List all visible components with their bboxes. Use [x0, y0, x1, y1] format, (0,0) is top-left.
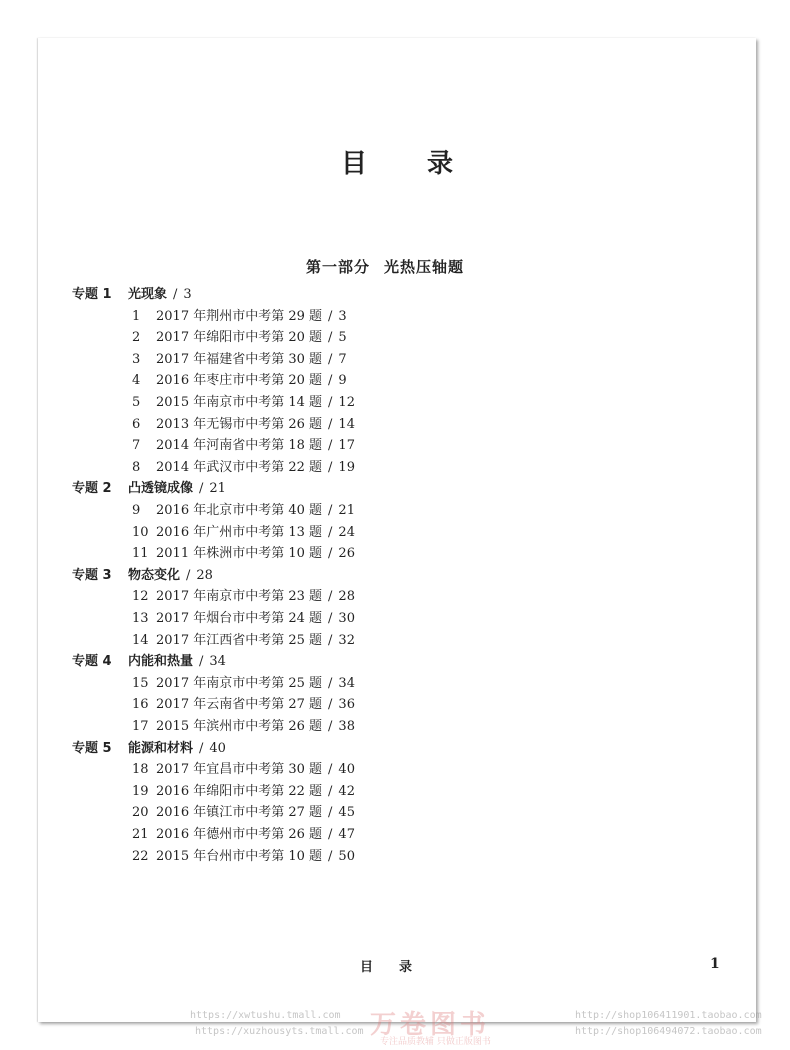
- topic-name: 物态变化: [128, 567, 181, 583]
- separator-slash: /: [328, 503, 333, 518]
- footer-char-1: 目: [360, 960, 374, 975]
- toc-item: [132, 501, 355, 521]
- item-page: 30: [338, 611, 355, 626]
- item-number: 5: [132, 395, 141, 410]
- topic-page: 40: [209, 740, 226, 756]
- item-text: 2017 年荆州市中考第 29 题: [156, 308, 323, 324]
- topic-label: 专题 1: [72, 287, 112, 302]
- separator-slash: /: [328, 611, 333, 626]
- item-page: 26: [338, 546, 355, 562]
- watermark-logo: 万卷图书: [370, 1010, 491, 1040]
- watermark-url-right-2: http://shop106494072.taobao.com: [575, 1026, 762, 1037]
- item-page: 5: [338, 330, 347, 346]
- toc-item: [132, 695, 355, 715]
- topic-name: 能源和材料: [128, 740, 194, 756]
- topic-label: 专题 4: [72, 654, 112, 670]
- item-text: 2015 年南京市中考第 14 题: [156, 395, 323, 410]
- topic-heading: [72, 566, 213, 586]
- separator-slash: /: [328, 719, 333, 734]
- separator-slash: /: [173, 287, 178, 302]
- item-number: 7: [132, 438, 141, 454]
- item-number: 6: [132, 416, 141, 432]
- item-text: 2017 年南京市中考第 25 题: [156, 675, 323, 691]
- item-text: 2017 年烟台市中考第 24 题: [156, 611, 323, 626]
- item-text: 2015 年台州市中考第 10 题: [156, 848, 323, 864]
- toc-item: [132, 760, 355, 780]
- item-text: 2016 年枣庄市中考第 20 题: [156, 373, 323, 389]
- topic-name: 内能和热量: [128, 654, 194, 670]
- item-page: 47: [338, 827, 355, 842]
- toc-item: [132, 328, 347, 348]
- item-text: 2017 年云南省中考第 27 题: [156, 697, 323, 713]
- toc-item: [132, 674, 355, 694]
- toc-item: [132, 717, 355, 737]
- item-text: 2016 年广州市中考第 13 题: [156, 524, 323, 540]
- item-number: 20: [132, 805, 149, 821]
- item-number: 1: [132, 308, 141, 324]
- toc-item: [132, 587, 355, 607]
- toc-item: [132, 609, 355, 629]
- item-number: 11: [132, 546, 149, 562]
- item-page: 19: [338, 459, 355, 475]
- separator-slash: /: [328, 546, 333, 562]
- footer-label: [360, 956, 438, 975]
- watermark-url-left-1: https://xwtushu.tmall.com: [190, 1010, 341, 1021]
- separator-slash: /: [328, 459, 333, 475]
- item-number: 8: [132, 459, 141, 475]
- toc-item: [132, 307, 347, 327]
- item-page: 3: [338, 308, 347, 324]
- toc-item: [132, 847, 355, 867]
- toc-item: [132, 544, 355, 564]
- separator-slash: /: [328, 330, 333, 346]
- part-heading: [306, 256, 464, 277]
- page-title: [38, 143, 756, 180]
- separator-slash: /: [186, 567, 191, 583]
- toc-item: [132, 415, 355, 435]
- topic-name: 凸透镜成像: [128, 481, 194, 497]
- topic-label: 专题 2: [72, 481, 112, 497]
- item-number: 19: [132, 783, 149, 799]
- title-char-2: 录: [427, 149, 454, 179]
- item-text: 2017 年南京市中考第 23 题: [156, 589, 323, 605]
- item-page: 24: [338, 524, 355, 540]
- topic-label: 专题 5: [72, 740, 112, 756]
- item-text: 2011 年株洲市中考第 10 题: [156, 546, 323, 562]
- topic-page: 21: [209, 481, 226, 497]
- separator-slash: /: [328, 589, 333, 605]
- toc-item: [132, 825, 355, 845]
- separator-slash: /: [328, 848, 333, 864]
- separator-slash: /: [328, 395, 333, 410]
- item-number: 22: [132, 848, 149, 864]
- item-page: 17: [338, 438, 355, 454]
- separator-slash: /: [328, 308, 333, 324]
- part-name: 光热压轴题: [384, 258, 465, 276]
- separator-slash: /: [328, 697, 333, 713]
- item-page: 45: [338, 805, 355, 821]
- toc-item: [132, 782, 355, 802]
- item-page: 28: [338, 589, 355, 605]
- item-page: 12: [338, 395, 355, 410]
- title-char-1: 目: [340, 149, 367, 179]
- item-text: 2016 年绵阳市中考第 22 题: [156, 783, 323, 799]
- item-number: 13: [132, 611, 149, 626]
- topic-page: 28: [196, 567, 213, 583]
- item-number: 3: [132, 351, 141, 367]
- separator-slash: /: [328, 783, 333, 799]
- item-text: 2017 年福建省中考第 30 题: [156, 351, 323, 367]
- item-number: 18: [132, 762, 149, 778]
- separator-slash: /: [328, 675, 333, 691]
- footer-char-2: 录: [399, 960, 413, 975]
- item-text: 2014 年河南省中考第 18 题: [156, 438, 323, 454]
- toc-item: [132, 458, 355, 478]
- watermark-slogan: 专注品质教辅 只做正版图书: [380, 1037, 491, 1047]
- item-text: 2013 年无锡市中考第 26 题: [156, 416, 323, 432]
- item-text: 2015 年滨州市中考第 26 题: [156, 719, 323, 734]
- topic-heading: [72, 652, 226, 672]
- item-page: 38: [338, 719, 355, 734]
- item-number: 12: [132, 589, 149, 605]
- toc-item: [132, 436, 355, 456]
- item-text: 2017 年宜昌市中考第 30 题: [156, 762, 323, 778]
- item-page: 40: [338, 762, 355, 778]
- topic-heading: [72, 479, 226, 499]
- item-text: 2016 年镇江市中考第 27 题: [156, 805, 323, 821]
- item-text: 2016 年德州市中考第 26 题: [156, 827, 323, 842]
- item-number: 16: [132, 697, 149, 713]
- item-page: 42: [338, 783, 355, 799]
- separator-slash: /: [199, 740, 204, 756]
- toc-item: [132, 393, 355, 413]
- item-number: 2: [132, 330, 141, 346]
- separator-slash: /: [199, 481, 204, 497]
- toc-item: [132, 631, 355, 651]
- watermark-url-left-2: https://xuzhousyts.tmall.com: [195, 1026, 364, 1037]
- topic-heading: [72, 285, 192, 305]
- separator-slash: /: [199, 654, 204, 670]
- item-number: 9: [132, 503, 141, 518]
- separator-slash: /: [328, 351, 333, 367]
- watermark-url-right-1: http://shop106411901.taobao.com: [575, 1010, 762, 1021]
- item-page: 9: [338, 373, 347, 389]
- item-page: 50: [338, 848, 355, 864]
- separator-slash: /: [328, 827, 333, 842]
- item-page: 34: [338, 675, 355, 691]
- separator-slash: /: [328, 524, 333, 540]
- toc-item: [132, 350, 347, 370]
- toc-item: [132, 523, 355, 543]
- topic-heading: [72, 739, 226, 759]
- document-page: [38, 38, 756, 1022]
- item-number: 10: [132, 524, 149, 540]
- item-number: 21: [132, 827, 149, 842]
- separator-slash: /: [328, 805, 333, 821]
- item-text: 2014 年武汉市中考第 22 题: [156, 459, 323, 475]
- separator-slash: /: [328, 438, 333, 454]
- item-text: 2017 年绵阳市中考第 20 题: [156, 330, 323, 346]
- item-number: 17: [132, 719, 149, 734]
- part-label: 第一部分: [306, 258, 371, 276]
- item-text: 2016 年北京市中考第 40 题: [156, 503, 323, 518]
- item-number: 4: [132, 373, 141, 389]
- item-page: 32: [338, 632, 355, 648]
- item-page: 36: [338, 697, 355, 713]
- item-number: 15: [132, 675, 149, 691]
- toc-item: [132, 803, 355, 823]
- toc-item: [132, 371, 347, 391]
- item-page: 14: [338, 416, 355, 432]
- separator-slash: /: [328, 416, 333, 432]
- separator-slash: /: [328, 632, 333, 648]
- separator-slash: /: [328, 373, 333, 389]
- item-number: 14: [132, 632, 149, 648]
- topic-page: 3: [183, 287, 192, 302]
- topic-label: 专题 3: [72, 567, 112, 583]
- topic-name: 光现象: [128, 287, 168, 302]
- item-page: 7: [338, 351, 347, 367]
- topic-page: 34: [209, 654, 226, 670]
- separator-slash: /: [328, 762, 333, 778]
- item-text: 2017 年江西省中考第 25 题: [156, 632, 323, 648]
- item-page: 21: [338, 503, 355, 518]
- page-number: 1: [710, 956, 720, 972]
